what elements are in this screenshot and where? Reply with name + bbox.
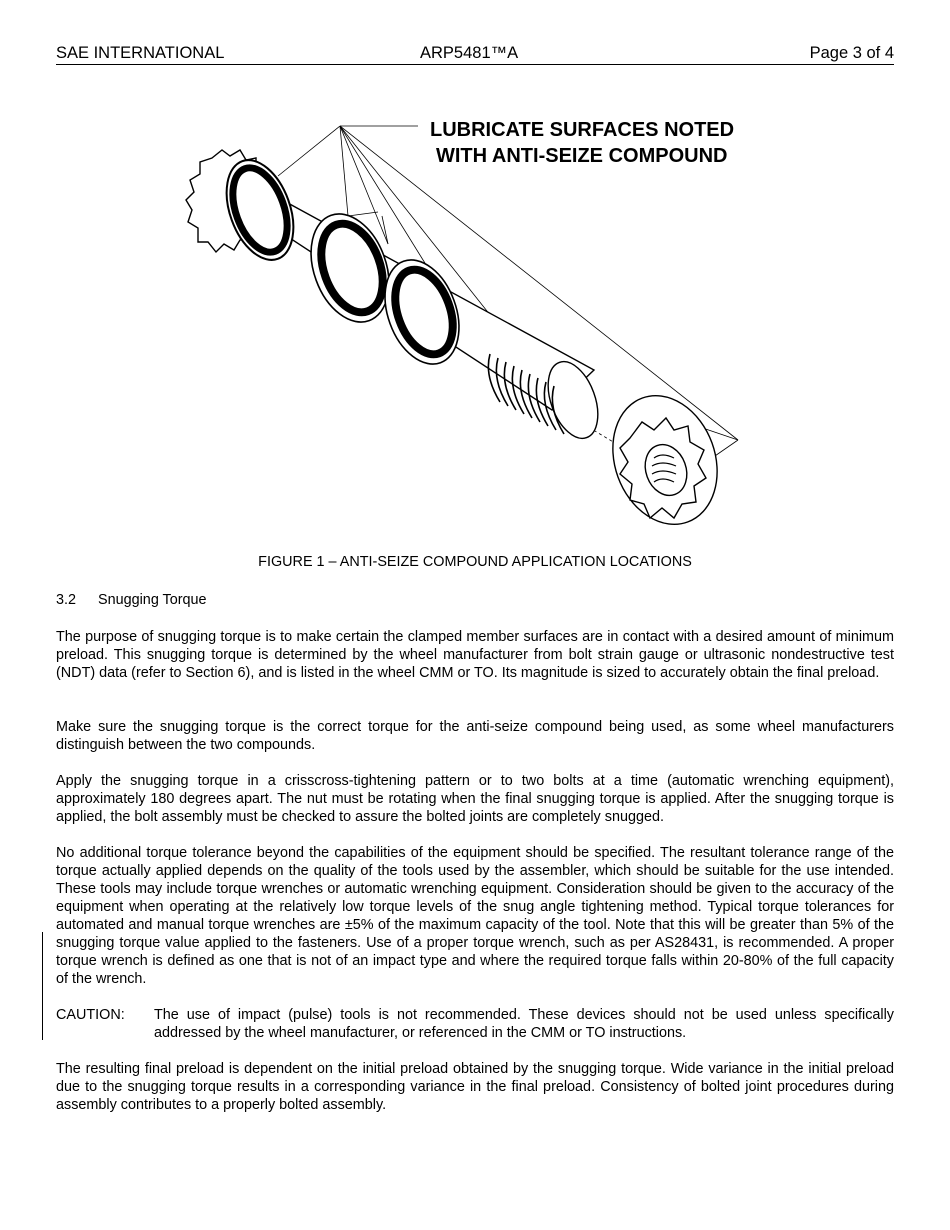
- header-page-number: Page 3 of 4: [809, 44, 894, 62]
- nut: [595, 381, 734, 538]
- page-header: [56, 44, 894, 65]
- paragraph-compound: Make sure the snugging torque is the correct torque for the anti-seize compound being used, as some wheel manufacturers distinguish between the two compounds.: [56, 719, 894, 753]
- callout-line-2: WITH ANTI-SEIZE COMPOUND: [436, 145, 728, 167]
- caution-text: The use of impact (pulse) tools is not recommended. These devices should not be used unless specifically addressed by the wheel manufacturer, or referenced in the CMM or TO instructions.: [154, 1007, 894, 1041]
- header-org: SAE INTERNATIONAL: [56, 44, 225, 62]
- header-doc-id: ARP5481™A: [420, 44, 519, 62]
- bolt-assembly-figure: [160, 108, 780, 538]
- section-number: 3.2: [56, 592, 77, 608]
- caution-label: CAUTION:: [56, 1007, 125, 1023]
- paragraph-final-preload: The resulting final preload is dependent on the initial preload obtained by the snugging torque. Wide variance in the initial preload due to the snugging torque results in a corresponding variance in the final preload. Consistency of bolted joint procedures during assembly contributes to a properly bolted assembly.: [56, 1061, 894, 1113]
- change-bar: [42, 932, 43, 1040]
- paragraph-purpose: The purpose of snugging torque is to make certain the clamped member surfaces are in contact with a desired amount of minimum preload. This snugging torque is determined by the wheel manufacturer from bolt strain gauge or ultrasonic nondestructive test (NDT) data (refer to Section 6), and is listed in the wheel CMM or TO. Its magnitude is sized to accurately obtain the final preload.: [56, 629, 894, 681]
- caution-note: [56, 1006, 894, 1042]
- section-title: Snugging Torque: [98, 592, 207, 608]
- callout-line-1: LUBRICATE SURFACES NOTED: [430, 119, 735, 141]
- section-heading: [56, 592, 207, 608]
- figure-caption: FIGURE 1 – ANTI-SEIZE COMPOUND APPLICATION LOCATIONS: [258, 554, 692, 570]
- paragraph-pattern: Apply the snugging torque in a crisscross-tightening pattern or to two bolts at a time (automatic wrenching equipment), approximately 180 degrees apart. The nut must be rotating when the final snugging torque is applied. After the snugging torque is applied, the bolt assembly must be checked to assure the bolted joints are completely snugged.: [56, 773, 894, 825]
- paragraph-tolerance: No additional torque tolerance beyond the capabilities of the equipment should be specified. The resultant tolerance range of the torque actually applied depends on the quality of the tools used by the assembler, which should be suitable for the use intended. These tools may include torque wrenches or automatic wrenching equipment. Consideration should be given to the accuracy of the equipment when operating at the relatively low torque levels of the snug angle tightening method. Typical torque tolerances for automated and manual torque wrenches are ±5% of the maximum capacity of the tool. Note that this will be greater than 5% of the snugging torque value applied to the fasteners. Use of a proper torque wrench, such as per AS28431, is recommended. A proper torque wrench is defined as one that is not of an impact type and where the required torque falls within 20-80% of the full capacity of the wrench.: [56, 845, 894, 987]
